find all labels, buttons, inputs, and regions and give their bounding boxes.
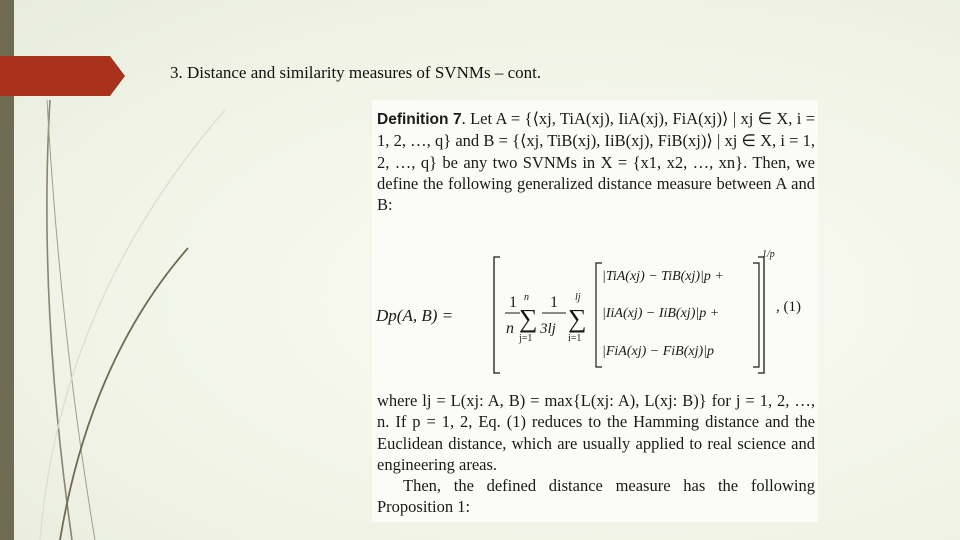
formula-lhs: Dp(A, B) = (376, 306, 454, 325)
outer-fraction-denominator: n (506, 320, 514, 337)
definition-text: . Let A = {⟨xj, TiA(xj), IiA(xj), FiA(xj)⟩ | xj ∈ X, i = 1, 2, …, q} and B = {⟨xj, TiB(xj), IiB(xj), FiB(xj)⟩ | xj ∈ X, i = 1, 2, …, q} be any two SVNMs in X = {x1, x2, …, xn}. Then, we define the following generalized distance measure between A and B: (377, 109, 815, 215)
formula-term-truth: |TiA(xj) − TiB(xj)|p + (602, 269, 724, 284)
inner-sum-lower: i=1 (568, 333, 582, 344)
outer-fraction-numerator: 1 (509, 294, 517, 311)
inner-fraction-denominator: 3lj (540, 321, 556, 337)
outer-sum-lower: j=1 (519, 333, 533, 344)
formula-term-falsity: |FiA(xj) − FiB(xj)|p (602, 344, 714, 359)
definition-label: Definition 7 (377, 111, 462, 128)
slide-title: 3. Distance and similarity measures of SVNMs – cont. (170, 63, 542, 82)
distance-formula (372, 245, 818, 385)
where-text: where lj = L(xj: A, B) = max{L(xj: A), L(xj: B)} for j = 1, 2, …, n. If p = 1, 2, Eq. (1) reduces to the Hamming distance and the Euclidean distance, which are usually applied to real science and engineering areas. (377, 391, 815, 474)
where-paragraph (377, 390, 815, 518)
document-image (372, 100, 818, 522)
inner-sum-symbol: ∑ (568, 304, 587, 333)
inner-sum-upper: lj (575, 292, 581, 303)
formula-term-indeterminacy: |IiA(xj) − IiB(xj)|p + (602, 306, 720, 321)
definition-paragraph (377, 108, 815, 215)
formula-exponent: 1/p (762, 249, 775, 260)
outer-sum-upper: n (524, 292, 529, 303)
inner-fraction-numerator: 1 (550, 294, 558, 311)
title-accent-tab (0, 56, 125, 96)
equation-number: , (1) (776, 299, 801, 315)
then-text: Then, the defined distance measure has the following Proposition 1: (377, 476, 815, 517)
outer-sum-symbol: ∑ (519, 304, 538, 333)
